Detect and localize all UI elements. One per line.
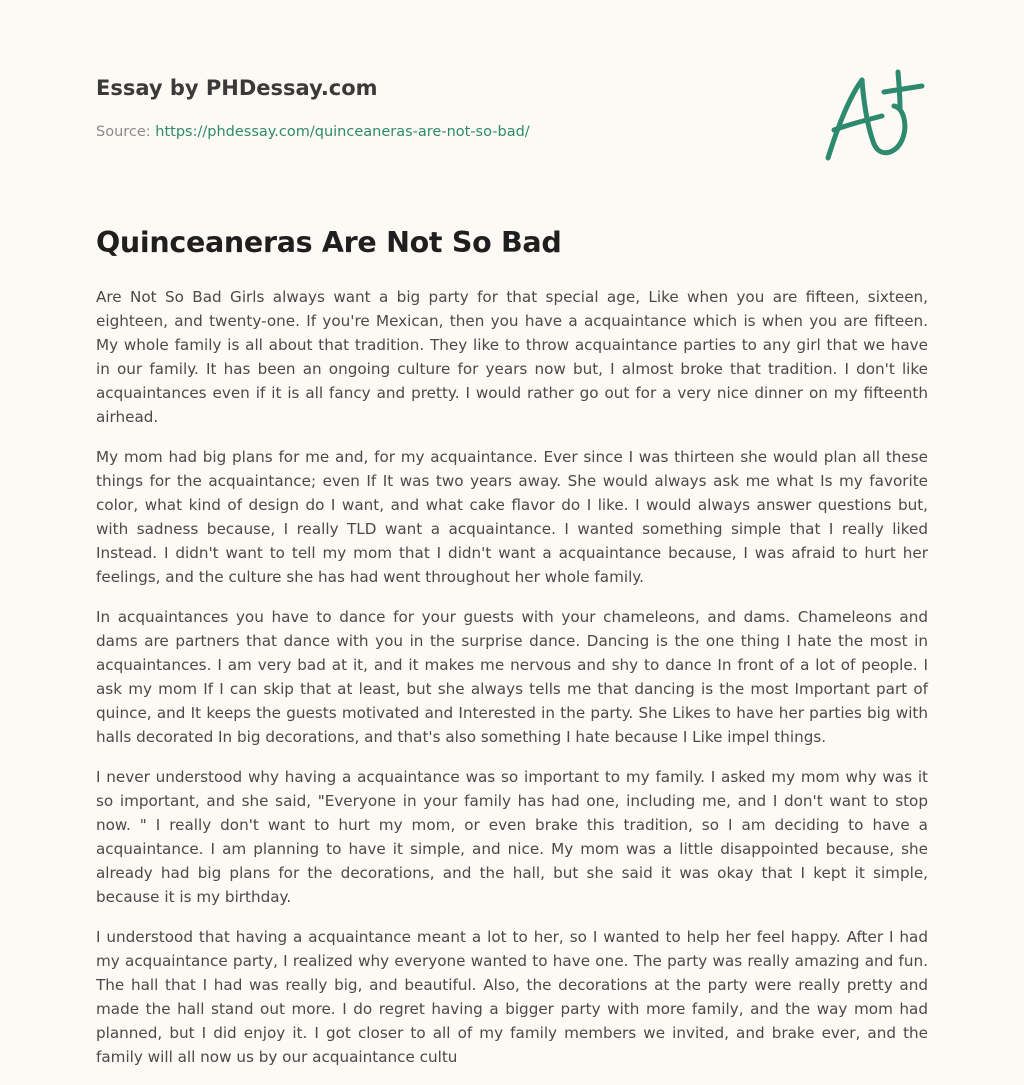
essay-title: Quinceaneras Are Not So Bad	[96, 226, 562, 259]
essay-body	[96, 285, 928, 1085]
essay-paragraph: I never understood why having a acquaintance was so important to my family. I asked my mom why was it so important, and she said, "Everyone in your family has had one, including me, and I don't want to stop now. " I really don't want to hurt my mom, or even brake this tradition, so I am deciding to have a acquaintance. I am planning to have it simple, and nice. My mom was a little disappointed because, she already had big plans for the decorations, and the hall, but she said it was okay that I kept it simple, because it is my birthday.	[96, 768, 928, 906]
essay-paragraph: Are Not So Bad Girls always want a big party for that special age, Like when you are fifteen, sixteen, eighteen, and twenty-one. If you're Mexican, then you have a acquaintance which is when you are fifteen. My whole family is all about that tradition. They like to throw acquaintance parties to any girl that we have in our family. It has been an ongoing culture for years now but, I almost broke that tradition. I don't like acquaintances even if it is all fancy and pretty. I would rather go out for a very nice dinner on my fifteenth airhead.	[96, 288, 928, 426]
source-line	[96, 124, 530, 140]
a-plus-grade-icon	[820, 66, 930, 166]
essay-paragraph: In acquaintances you have to dance for your guests with your chameleons, and dams. Chameleons and dams are partners that dance with you in the surprise dance. Dancing is the one thing I hate the most in acquaintances. I am very bad at it, and it makes me nervous and shy to dance In front of a lot of people. I ask my mom If I can skip that at least, but she always tells me that dancing is the most Important part of quince, and It keeps the guests motivated and Interested in the party. She Likes to have her parties big with halls decorated In big decorations, and that's also something I hate because I Like impel things.	[96, 608, 928, 746]
site-brand: Essay by PHDessay.com	[96, 76, 378, 100]
source-link[interactable]: https://phdessay.com/quinceaneras-are-not-so-bad/	[155, 124, 530, 140]
essay-paragraph: I understood that having a acquaintance meant a lot to her, so I wanted to help her feel happy. After I had my acquaintance party, I realized why everyone wanted to have one. The party was really amazing and fun. The hall that I had was really big, and beautiful. Also, the decorations at the party were really pretty and made the hall stand out more. I do regret having a bigger party with more family, and the way mom had planned, but I did enjoy it. I got closer to all of my family members we invited, and brake ever, and the family will all now us by our acquaintance cultu	[96, 928, 928, 1066]
source-label: Source:	[96, 124, 156, 140]
essay-paragraph: My mom had big plans for me and, for my acquaintance. Ever since I was thirteen she would plan all these things for the acquaintance; even If It was two years away. She would always ask me what Is my favorite color, what kind of design do I want, and what cake flavor do I like. I would always answer questions but, with sadness because, I really TLD want a acquaintance. I wanted something simple that I really liked Instead. I didn't want to tell my mom that I didn't want a acquaintance because, I was afraid to hurt her feelings, and the culture she has had went throughout her whole family.	[96, 448, 928, 586]
